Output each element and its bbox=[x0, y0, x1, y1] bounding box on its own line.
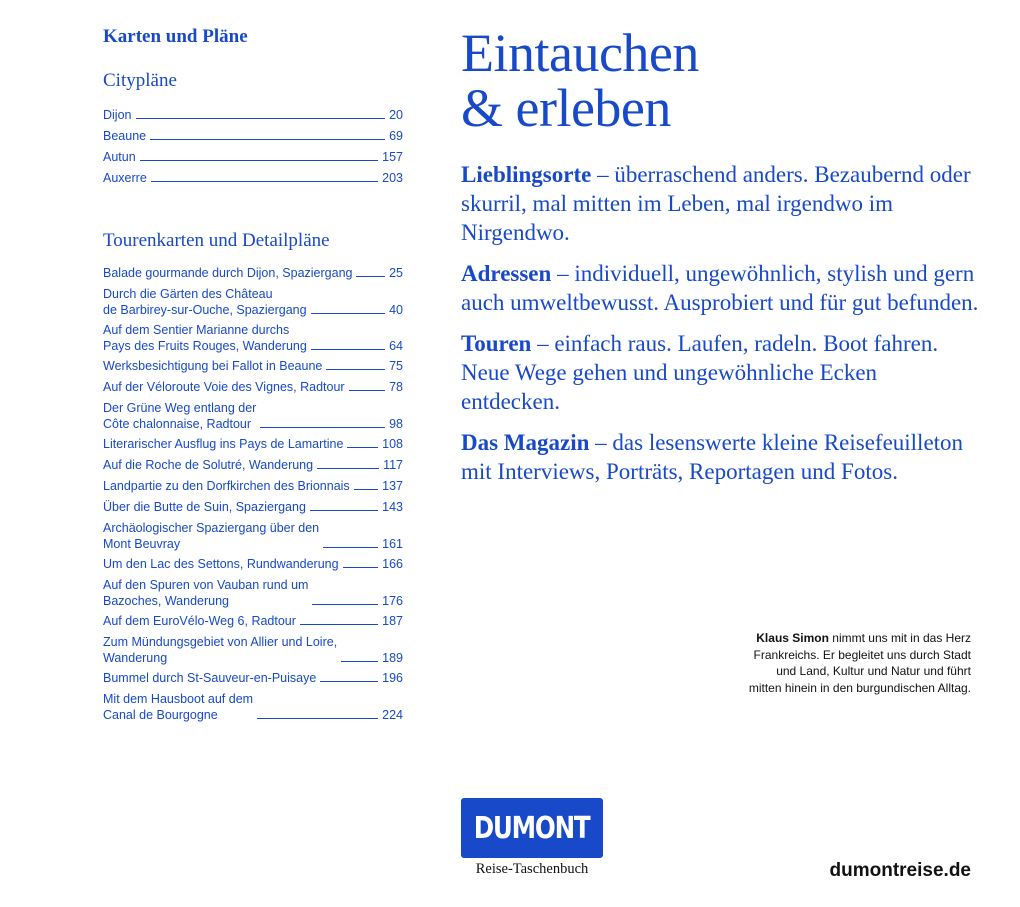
feature-item bbox=[461, 160, 981, 247]
toc-entry-line: Auf dem Sentier Marianne durchs bbox=[103, 323, 290, 337]
toc-entry-title bbox=[103, 358, 322, 374]
toc-page-number: 176 bbox=[382, 594, 403, 608]
toc-entry-line: Bazoches, Wanderung bbox=[103, 594, 230, 608]
toc-page-number: 224 bbox=[382, 708, 403, 722]
toc-page-number: 20 bbox=[389, 108, 403, 122]
toc-leader-line bbox=[356, 276, 385, 277]
toc-entry-line: de Barbirey-sur-Ouche, Spaziergang bbox=[103, 303, 307, 317]
toc-page-number: 187 bbox=[382, 614, 403, 628]
author-blurb bbox=[741, 630, 971, 696]
city-maps-list bbox=[103, 107, 403, 191]
toc-leader-line bbox=[136, 118, 386, 119]
toc-entry-line: Auf den Spuren von Vauban rund um bbox=[103, 578, 309, 592]
toc-entry-line: Landpartie zu den Dorfkirchen des Brionnais bbox=[103, 479, 350, 493]
toc-page-number: 143 bbox=[382, 500, 403, 514]
toc-entry-line: Mit dem Hausboot auf dem bbox=[103, 692, 254, 706]
toc-entry-line: Über die Butte de Suin, Spaziergang bbox=[103, 500, 306, 514]
toc-entry-title bbox=[103, 577, 308, 609]
toc-entry-line: Autun bbox=[103, 150, 136, 164]
city-maps-heading: Citypläne bbox=[103, 70, 177, 91]
toc-entry-title bbox=[103, 613, 296, 629]
toc-entry bbox=[103, 499, 403, 515]
toc-entry-line: Auf die Roche de Solutré, Wanderung bbox=[103, 458, 314, 472]
toc-entry bbox=[103, 379, 403, 395]
toc-entry-title bbox=[103, 634, 337, 666]
dumont-logo bbox=[461, 798, 603, 878]
toc-entry-title bbox=[103, 170, 147, 186]
toc-entry-title bbox=[103, 107, 132, 123]
toc-entry-line: Canal de Bourgogne bbox=[103, 708, 218, 722]
toc-leader-line bbox=[326, 369, 385, 370]
toc-entry-line: Der Grüne Weg entlang der bbox=[103, 401, 257, 415]
toc-entry bbox=[103, 265, 403, 281]
toc-entry bbox=[103, 286, 403, 318]
toc-page-number: 64 bbox=[389, 339, 403, 353]
toc-entry-title bbox=[103, 499, 306, 515]
toc-entry-line: Wanderung bbox=[103, 651, 168, 665]
toc-leader-line bbox=[310, 510, 378, 511]
title-line-2: & erleben bbox=[461, 78, 671, 138]
toc-entry-line: Um den Lac des Settons, Rundwanderung bbox=[103, 557, 339, 571]
toc-entry-title bbox=[103, 436, 343, 452]
toc-entry bbox=[103, 457, 403, 473]
toc-entry-title bbox=[103, 265, 352, 281]
toc-leader-line bbox=[349, 390, 385, 391]
toc-leader-line bbox=[150, 139, 385, 140]
feature-text: – überraschend anders. Bezaubernd oder skurril, mal mitten im Leben, mal irgendwo im Nirgendwo. bbox=[461, 162, 971, 245]
toc-entry bbox=[103, 128, 403, 144]
toc-page-number: 196 bbox=[382, 671, 403, 685]
toc-entry-line: Auf der Véloroute Voie des Vignes, Radtour bbox=[103, 380, 345, 394]
toc-leader-line bbox=[312, 604, 378, 605]
toc-page-number: 137 bbox=[382, 479, 403, 493]
feature-list bbox=[461, 160, 981, 486]
toc-leader-line bbox=[354, 489, 378, 490]
website-url: dumontreise.de bbox=[829, 860, 971, 881]
feature-term: Lieblingsorte bbox=[461, 162, 592, 187]
toc-entry bbox=[103, 358, 403, 374]
toc-page-number: 117 bbox=[383, 458, 403, 472]
toc-entry-title bbox=[103, 478, 350, 494]
toc-leader-line bbox=[320, 681, 378, 682]
toc-page-number: 203 bbox=[382, 171, 403, 185]
maps-heading: Karten und Pläne bbox=[103, 26, 248, 47]
toc-leader-line bbox=[311, 313, 386, 314]
toc-entry-line: Literarischer Ausflug ins Pays de Lamartine bbox=[103, 437, 344, 451]
toc-entry-line: Beaune bbox=[103, 129, 147, 143]
author-name: Klaus Simon bbox=[756, 631, 829, 645]
toc-leader-line bbox=[317, 468, 379, 469]
toc-page-number: 40 bbox=[389, 303, 403, 317]
toc-entry-title bbox=[103, 149, 136, 165]
toc-entry-title bbox=[103, 322, 307, 354]
toc-entry bbox=[103, 322, 403, 354]
author-text: nimmt uns mit in das Herz Frankreichs. Er begleitet uns durch Stadt und Land, Kultur und Natur und führt mitten hinein in den burgundischen Alltag. bbox=[748, 631, 971, 695]
toc-page-number: 108 bbox=[382, 437, 403, 451]
tour-maps-list bbox=[103, 265, 403, 727]
toc-page-number: 161 bbox=[382, 537, 403, 551]
toc-entry bbox=[103, 170, 403, 186]
feature-term: Das Magazin bbox=[461, 430, 590, 455]
toc-entry-line: Archäologischer Spaziergang über den bbox=[103, 521, 320, 535]
toc-entry-line: Werksbesichtigung bei Fallot in Beaune bbox=[103, 359, 323, 373]
logo-subtitle: Reise-Taschenbuch bbox=[475, 861, 589, 877]
toc-entry-title bbox=[103, 520, 319, 552]
feature-term: Adressen bbox=[461, 261, 552, 286]
logo-brand: DUMONT bbox=[474, 810, 590, 846]
toc-entry-title bbox=[103, 670, 316, 686]
toc-entry bbox=[103, 577, 403, 609]
toc-page-number: 69 bbox=[389, 129, 403, 143]
feature-text: – einfach raus. Laufen, radeln. Boot fahren. Neue Wege gehen und ungewöhnliche Ecken entdecken. bbox=[461, 331, 939, 414]
feature-item bbox=[461, 329, 981, 416]
toc-entry-line: Côte chalonnaise, Radtour bbox=[103, 417, 252, 431]
toc-entry-line: Bummel durch St-Sauveur-en-Puisaye bbox=[103, 671, 317, 685]
toc-entry-line: Dijon bbox=[103, 108, 132, 122]
toc-leader-line bbox=[260, 427, 385, 428]
toc-entry bbox=[103, 556, 403, 572]
toc-entry-line: Zum Mündungsgebiet von Allier und Loire, bbox=[103, 635, 338, 649]
toc-leader-line bbox=[341, 661, 378, 662]
toc-entry-line: Auxerre bbox=[103, 171, 147, 185]
toc-page-number: 157 bbox=[382, 150, 403, 164]
page-title bbox=[461, 23, 981, 138]
toc-entry-line: Auf dem EuroVélo-Weg 6, Radtour bbox=[103, 614, 296, 628]
feature-text: – das lesenswerte kleine Reisefeuilleton mit Interviews, Porträts, Reportagen und Fotos. bbox=[461, 430, 964, 484]
toc-entry-title bbox=[103, 556, 339, 572]
toc-leader-line bbox=[343, 567, 379, 568]
toc-entry bbox=[103, 520, 403, 552]
toc-entry-title bbox=[103, 691, 253, 723]
toc-page-number: 75 bbox=[389, 359, 403, 373]
toc-entry-title bbox=[103, 128, 146, 144]
title-line-1: Eintauchen bbox=[461, 23, 699, 83]
toc-page-number: 189 bbox=[382, 651, 403, 665]
toc-page-number: 98 bbox=[389, 417, 403, 431]
toc-page-number: 25 bbox=[389, 266, 403, 280]
feature-text: – individuell, ungewöhnlich, stylish und gern auch umweltbewusst. Ausprobiert und für gut befunden. bbox=[461, 261, 979, 315]
toc-entry-title bbox=[103, 457, 313, 473]
toc-page-number: 166 bbox=[382, 557, 403, 571]
toc-leader-line bbox=[151, 181, 378, 182]
toc-entry bbox=[103, 478, 403, 494]
intro-column bbox=[461, 23, 981, 498]
toc-entry bbox=[103, 691, 403, 723]
toc-entry-line: Mont Beuvray bbox=[103, 537, 181, 551]
tour-maps-heading: Tourenkarten und Detailpläne bbox=[103, 230, 330, 251]
feature-item bbox=[461, 259, 981, 317]
toc-leader-line bbox=[140, 160, 378, 161]
toc-entry bbox=[103, 149, 403, 165]
toc-entry bbox=[103, 634, 403, 666]
toc-entry-title bbox=[103, 400, 256, 432]
toc-entry-title bbox=[103, 286, 307, 318]
toc-entry bbox=[103, 670, 403, 686]
feature-item bbox=[461, 428, 981, 486]
toc-entry-line: Durch die Gärten des Château bbox=[103, 287, 273, 301]
toc-entry bbox=[103, 613, 403, 629]
feature-term: Touren bbox=[461, 331, 532, 356]
toc-page-number: 78 bbox=[389, 380, 403, 394]
toc-leader-line bbox=[257, 718, 378, 719]
toc-leader-line bbox=[323, 547, 378, 548]
toc-entry-line: Pays des Fruits Rouges, Wanderung bbox=[103, 339, 307, 353]
toc-leader-line bbox=[300, 624, 378, 625]
toc-leader-line bbox=[311, 349, 385, 350]
logo-box bbox=[461, 798, 603, 858]
toc-entry bbox=[103, 107, 403, 123]
toc-leader-line bbox=[347, 447, 378, 448]
toc-entry bbox=[103, 400, 403, 432]
toc-entry bbox=[103, 436, 403, 452]
contents-column bbox=[103, 26, 403, 722]
toc-entry-title bbox=[103, 379, 345, 395]
toc-entry-line: Balade gourmande durch Dijon, Spaziergang bbox=[103, 266, 353, 280]
